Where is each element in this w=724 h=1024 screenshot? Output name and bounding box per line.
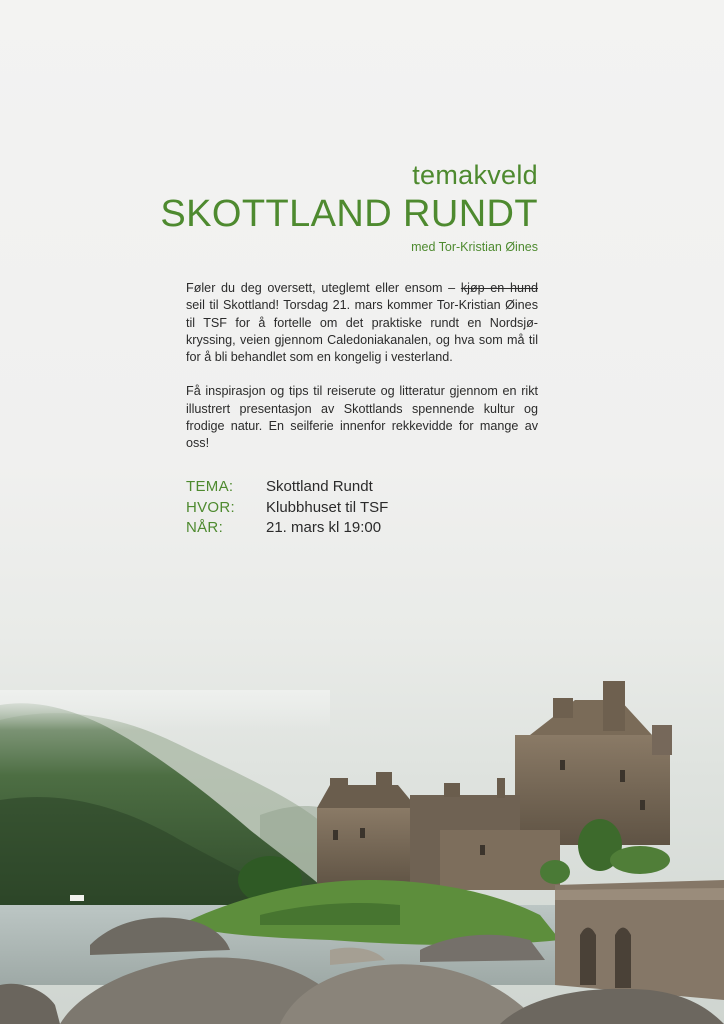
event-subtitle: temakveld (412, 160, 538, 190)
poster-header (150, 158, 538, 257)
description-paragraph-2: Få inspirasjon og tips til reiserute og litteratur gjennom en rikt illustrert presentasjon av Skottlands spennende kultur og frodige natur. En seilferie innenfor rekkevidde for mange av oss! (186, 384, 538, 451)
hvor-value: Klubbhuset til TSF (266, 498, 389, 516)
info-row-tema (186, 477, 388, 498)
boat (70, 895, 84, 901)
info-row-nar (186, 518, 388, 539)
nar-value: 21. mars kl 19:00 (266, 519, 382, 536)
info-row-hvor (186, 498, 388, 519)
event-info (186, 477, 388, 539)
description-text-end: seil til Skottland! Torsdag 21. mars kommer Tor-Kristian Øines til TSF for å fortelle om det praktiske rundt en Nordsjø-kryssing, veien gjennom Caledoniakanalen, og hva som må til for å bli behandlet som en kongelig i vesterland. (186, 298, 538, 365)
nar-label: NÅR: (186, 519, 224, 536)
event-byline: med Tor-Kristian Øines (411, 240, 538, 254)
tema-label: TEMA: (186, 478, 234, 495)
strikethrough-text: kjøp en hund (460, 281, 538, 295)
castle-landscape-photo (0, 600, 724, 1024)
tema-value: Skottland Rundt (266, 478, 373, 495)
description-paragraph-1 (186, 280, 538, 366)
event-title: SKOTTLAND RUNDT (160, 193, 538, 235)
description-text-start: Føler du deg oversett, uteglemt eller ensom – (186, 281, 461, 295)
hvor-label: HVOR: (186, 498, 236, 516)
event-description (186, 280, 538, 470)
